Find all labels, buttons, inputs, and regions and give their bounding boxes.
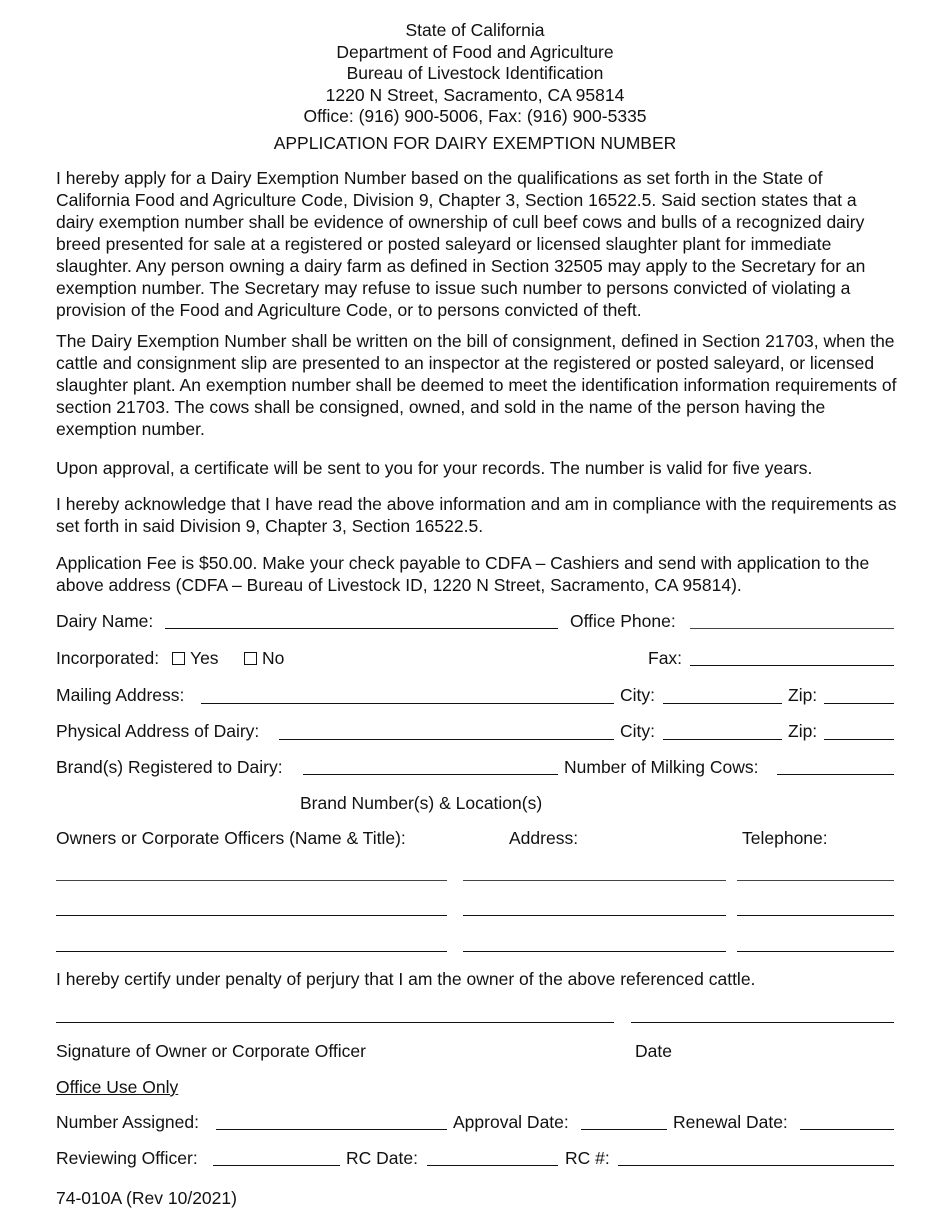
header-address: 1220 N Street, Sacramento, CA 95814	[325, 84, 625, 105]
yes-label: Yes	[190, 648, 219, 668]
owner-name-field-1[interactable]	[56, 880, 447, 881]
fax-label: Fax:	[648, 648, 683, 668]
number-assigned-label: Number Assigned:	[56, 1112, 199, 1132]
rc-date-label: RC Date:	[346, 1148, 418, 1168]
physical-city-label: City:	[620, 721, 655, 741]
physical-address-field[interactable]	[279, 739, 614, 740]
owner-telephone-field-1[interactable]	[737, 880, 894, 881]
renewal-date-label: Renewal Date:	[673, 1112, 788, 1132]
office-phone-label: Office Phone:	[570, 611, 676, 631]
signature-field[interactable]	[56, 1022, 614, 1023]
signature-label: Signature of Owner or Corporate Officer	[56, 1041, 366, 1061]
physical-zip-field[interactable]	[824, 739, 894, 740]
approval-date-label: Approval Date:	[453, 1112, 569, 1132]
brand-caption: Brand Number(s) & Location(s)	[300, 793, 543, 813]
form-number: 74-010A (Rev 10/2021)	[56, 1188, 237, 1208]
mailing-city-label: City:	[620, 685, 655, 705]
owners-label: Owners or Corporate Officers (Name & Title):	[56, 828, 406, 848]
owner-address-field-2[interactable]	[463, 915, 726, 916]
renewal-date-field[interactable]	[800, 1129, 894, 1130]
office-use-heading: Office Use Only	[56, 1077, 179, 1097]
mailing-zip-label: Zip:	[788, 685, 818, 705]
physical-city-field[interactable]	[663, 739, 782, 740]
mailing-city-field[interactable]	[663, 703, 782, 704]
mailing-zip-field[interactable]	[824, 703, 894, 704]
milking-cows-label: Number of Milking Cows:	[564, 757, 759, 777]
physical-address-label: Physical Address of Dairy:	[56, 721, 260, 741]
owners-address-label: Address:	[509, 828, 579, 848]
rc-number-field[interactable]	[618, 1165, 894, 1166]
number-assigned-field[interactable]	[216, 1129, 447, 1130]
owner-address-field-1[interactable]	[463, 880, 726, 881]
reviewing-officer-label: Reviewing Officer:	[56, 1148, 198, 1168]
mailing-address-field[interactable]	[201, 703, 614, 704]
date-label: Date	[635, 1041, 672, 1061]
signature-date-field[interactable]	[631, 1022, 894, 1023]
paragraph-qualifications: I hereby apply for a Dairy Exemption Number based on the qualifications as set forth in the State of California Food and Agriculture Code, Division 9, Chapter 3, Section 16522.5. Said section states that a dairy exemption number shall be evidence of ownership of cull beef cows and bulls of a recognized dairy breed presented for sale at a registered or posted saleyard or licensed slaughter plant for immediate slaughter. Any person owning a dairy farm as defined in Section 32505 may apply to the Secretary for an exemption number. The Secretary may refuse to issue such number to persons convicted of violating a provision of the Food and Agriculture Code, or to persons convicted of theft.	[56, 168, 866, 320]
rc-number-label: RC #:	[565, 1148, 610, 1168]
approval-date-field[interactable]	[581, 1129, 667, 1130]
owner-address-field-3[interactable]	[463, 951, 726, 952]
header-state: State of California	[405, 20, 545, 40]
brands-field[interactable]	[303, 774, 558, 775]
header-bureau: Bureau of Livestock Identification	[346, 63, 604, 83]
incorporated-no-option[interactable]	[244, 647, 284, 669]
paragraph-certificate: Upon approval, a certificate will be sent to you for your records. The number is valid for five years.	[56, 458, 813, 478]
form-title: APPLICATION FOR DAIRY EXEMPTION NUMBER	[273, 133, 677, 153]
physical-zip-label: Zip:	[788, 721, 818, 741]
no-label: No	[262, 648, 285, 668]
yes-checkbox[interactable]	[172, 652, 185, 665]
milking-cows-field[interactable]	[777, 774, 894, 775]
certification-statement: I hereby certify under penalty of perjury that I am the owner of the above referenced cattle.	[56, 969, 756, 989]
office-phone-field[interactable]	[690, 628, 894, 629]
owner-name-field-2[interactable]	[56, 915, 447, 916]
paragraph-consignment: The Dairy Exemption Number shall be written on the bill of consignment, defined in Section 21703, when the cattle and consignment slip are presented to an inspector at the registered or posted saleyard, or licensed slaughter plant. An exemption number shall be deemed to meet the identification information requirements of section 21703. The cows shall be consigned, owned, and sold in the name of the person having the exemption number.	[56, 331, 897, 439]
form-header	[0, 20, 950, 128]
fax-field[interactable]	[690, 665, 894, 666]
no-checkbox[interactable]	[244, 652, 257, 665]
owners-telephone-label: Telephone:	[742, 828, 828, 848]
mailing-address-label: Mailing Address:	[56, 685, 185, 705]
reviewing-officer-field[interactable]	[213, 1165, 340, 1166]
paragraph-fee: Application Fee is $50.00. Make your check payable to CDFA – Cashiers and send with application to the above address (CDFA – Bureau of Livestock ID, 1220 N Street, Sacramento, CA 95814).	[56, 553, 870, 595]
incorporated-yes-option[interactable]	[172, 647, 219, 669]
owner-name-field-3[interactable]	[56, 951, 447, 952]
header-contact: Office: (916) 900-5006, Fax: (916) 900-5335	[303, 106, 647, 126]
brands-label: Brand(s) Registered to Dairy:	[56, 757, 283, 777]
owner-telephone-field-3[interactable]	[737, 951, 894, 952]
incorporated-label: Incorporated:	[56, 648, 160, 668]
rc-date-field[interactable]	[427, 1165, 558, 1166]
header-department: Department of Food and Agriculture	[336, 41, 614, 62]
owner-telephone-field-2[interactable]	[737, 915, 894, 916]
dairy-name-field[interactable]	[165, 628, 558, 629]
paragraph-acknowledgement: I hereby acknowledge that I have read the above information and am in compliance with the requirements as set forth in said Division 9, Chapter 3, Section 16522.5.	[56, 494, 897, 536]
dairy-name-label: Dairy Name:	[56, 611, 154, 631]
